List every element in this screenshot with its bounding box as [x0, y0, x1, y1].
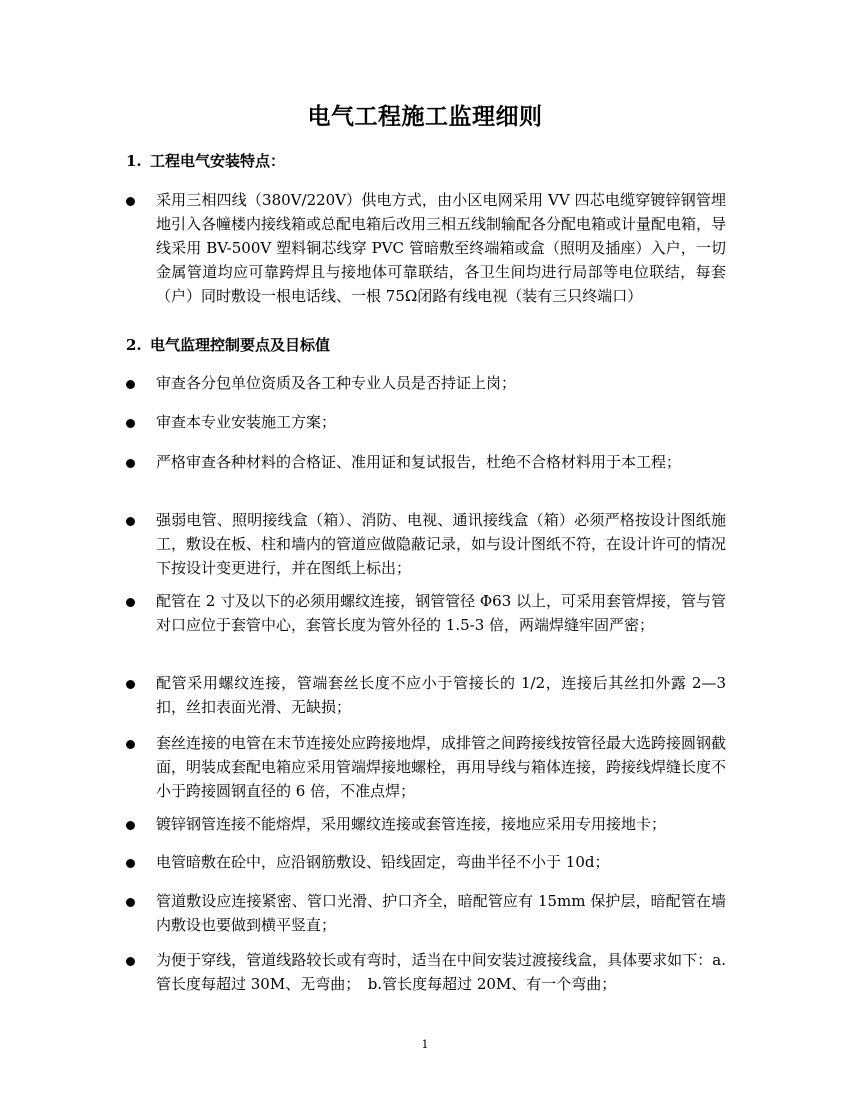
document-title: 电气工程施工监理细则	[307, 103, 543, 130]
list-item-text: 配管在 2 寸及以下的必须用螺纹连接，钢管管径 Φ63 以上，可采用套管焊接，管与管对口应位于套管中心，套管长度为管外径的 1.5-3 倍，两端焊缝牢固严密；	[156, 592, 727, 634]
bullet-icon	[126, 821, 135, 830]
section-1-heading	[126, 150, 285, 172]
bullet-icon	[126, 859, 135, 868]
list-item-text: 审查各分包单位资质及各工种专业人员是否持证上岗；	[156, 374, 517, 392]
section-1-heading-text: 工程电气安装特点：	[150, 152, 286, 170]
list-item-text: 电管暗敷在砼中，应沿钢筋敷设、铅线固定，弯曲半径不小于 10d；	[156, 853, 610, 871]
bullet-icon	[126, 197, 135, 206]
bullet-icon	[126, 419, 135, 428]
list-item-text: 采用三相四线（380V/220V）供电方式，由小区电网采用 VV 四芯电缆穿镀锌钢管埋地引入各幢楼内接线箱或总配电箱后改用三相五线制输配各分配电箱或计量配电箱，导线采用 BV-500V 塑料铜芯线穿 PVC 管暗敷至终端箱或盒（照明及插座）入户，一切金属管道均应可靠跨焊且与接地体可靠联结，各卫生间均进行局部等电位联结，每套（户）同时敷设一根电话线、一根 75Ω闭路有线电视（装有三只终端口）	[156, 191, 727, 305]
page-number: 1	[421, 1038, 429, 1051]
bullet-icon	[126, 598, 135, 607]
section-2-number: 2.	[126, 336, 142, 354]
section-2-heading	[126, 334, 330, 356]
list-item-text: 为便于穿线，管道线路较长或有弯时，适当在中间安装过渡接线盒，具体要求如下：a.管长度每超过 30M、无弯曲； b.管长度每超过 20M、有一个弯曲；	[156, 951, 726, 993]
bullet-icon	[126, 957, 135, 966]
bullet-icon	[126, 380, 135, 389]
list-item-text: 严格审查各种材料的合格证、准用证和复试报告，杜绝不合格材料用于本工程；	[156, 453, 682, 471]
list-item-text: 审查本专业安装施工方案；	[156, 413, 337, 431]
bullet-icon	[126, 898, 135, 907]
list-item-text: 管道敷设应连接紧密、管口光滑、护口齐全，暗配管应有 15mm 保护层，暗配管在墙内敷设也要做到横平竖直；	[156, 892, 726, 934]
bullet-icon	[126, 517, 135, 526]
list-item-text: 套丝连接的电管在末节连接处应跨接地焊，成排管之间跨接线按管径最大选跨接圆钢截面，明装成套配电箱应采用管端焊接地螺栓，再用导线与箱体连接，跨接线焊缝长度不小于跨接圆钢直径的 6 倍，不准点焊；	[156, 734, 727, 800]
list-item-text: 强弱电管、照明接线盒（箱）、消防、电视、通讯接线盒（箱）必须严格按设计图纸施工，敷设在板、柱和墙内的管道应做隐蔽记录，如与设计图纸不符，在设计许可的情况下按设计变更进行，并在图纸上标出；	[156, 511, 727, 577]
bullet-icon	[126, 459, 135, 468]
list-item-text: 镀锌钢管连接不能熔焊，采用螺纹连接或套管连接，接地应采用专用接地卡；	[156, 815, 667, 833]
section-2-heading-text: 电气监理控制要点及目标值	[150, 336, 331, 354]
section-1-number: 1.	[126, 152, 142, 170]
bullet-icon	[126, 680, 135, 689]
list-item-text: 配管采用螺纹连接，管端套丝长度不应小于管接长的 1/2，连接后其丝扣外露 2—3 扣，丝扣表面光滑、无缺损；	[156, 674, 726, 716]
bullet-icon	[126, 740, 135, 749]
